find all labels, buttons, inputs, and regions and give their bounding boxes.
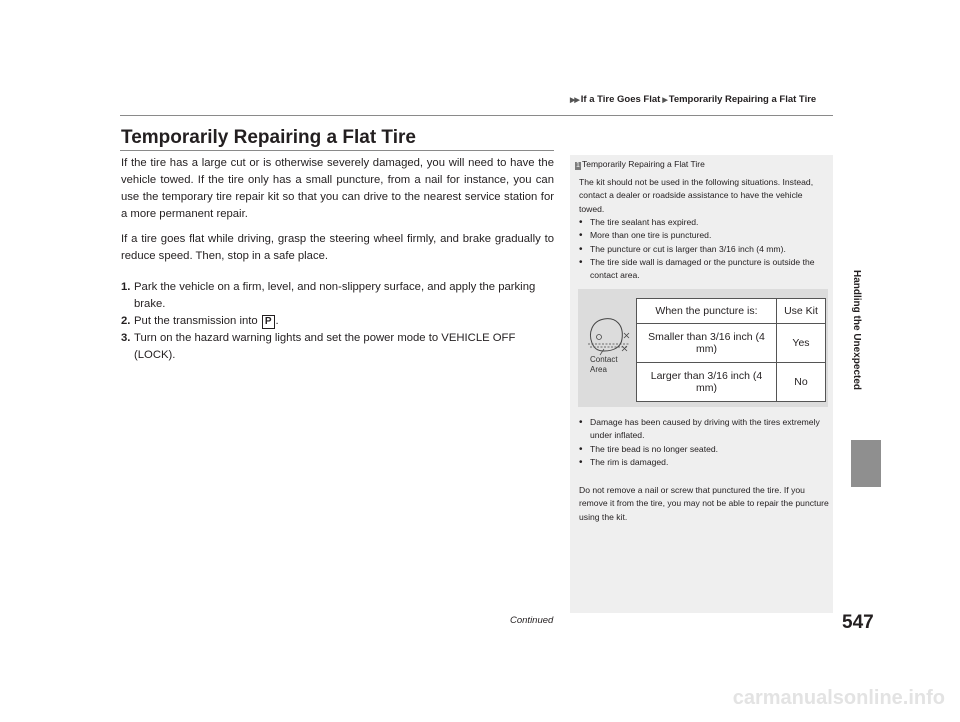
breadcrumb-arrow-icon: ▶▶ xyxy=(570,97,579,104)
table-header-cell: Use Kit xyxy=(777,299,826,324)
contact-area-label: Contact Area xyxy=(590,355,618,374)
step-text: Put the transmission into P . xyxy=(134,315,279,327)
header-divider xyxy=(120,115,833,116)
list-item: • The tire bead is no longer seated. xyxy=(579,443,829,456)
step-number: 2. xyxy=(121,315,131,327)
table-row xyxy=(637,324,826,363)
list-item: • The tire sealant has expired. xyxy=(579,216,829,229)
sidebar-bullets-bottom xyxy=(579,416,829,469)
table-cell: No xyxy=(777,363,826,402)
table-row xyxy=(637,363,826,402)
driving-paragraph: If a tire goes flat while driving, grasp the steering wheel firmly, and brake gradually to reduce speed. Then, stop in a safe place. xyxy=(121,233,554,262)
park-key-icon: P xyxy=(262,315,275,329)
section-tab-marker xyxy=(851,440,881,487)
list-item: • The rim is damaged. xyxy=(579,456,829,469)
page-number: 547 xyxy=(842,612,874,633)
list-item: • More than one tire is punctured. xyxy=(579,229,829,242)
list-item: • Damage has been caused by driving with the tires extremely under inflated. xyxy=(579,416,829,443)
sidebar-outro: Do not remove a nail or screw that punctured the tire. If you remove it from the tire, you may not be able to repair the puncture using the kit. xyxy=(579,485,829,522)
reference-mark-icon: 1 xyxy=(576,162,580,169)
step-text: Turn on the hazard warning lights and set the power mode to VEHICLE OFF (LOCK). xyxy=(134,332,516,361)
table-header-row xyxy=(637,299,826,324)
watermark: carmanualsonline.info xyxy=(732,687,945,709)
breadcrumb xyxy=(568,94,816,105)
list-item: • The tire side wall is damaged or the puncture is outside the contact area. xyxy=(579,256,829,283)
step-2 xyxy=(121,313,554,330)
table-header-cell: When the puncture is: xyxy=(637,299,777,324)
continued-label: Continued xyxy=(510,615,554,626)
step-number: 1. xyxy=(121,281,131,293)
sidebar-heading: 1 Temporarily Repairing a Flat Tire xyxy=(576,159,705,169)
step-3 xyxy=(121,330,554,361)
sidebar-intro: The kit should not be used in the following situations. Instead, contact a dealer or roadside assistance to have the vehicle towed. xyxy=(579,177,814,214)
step-1 xyxy=(121,279,554,310)
section-tab-label[interactable]: Handling the Unexpected xyxy=(851,270,862,391)
breadcrumb-arrow-icon: ▶ xyxy=(662,97,667,104)
breadcrumb-item-2[interactable]: Temporarily Repairing a Flat Tire xyxy=(668,94,817,105)
step-text: Park the vehicle on a firm, level, and non-slippery surface, and apply the parking brake. xyxy=(134,281,536,310)
step-number: 3. xyxy=(121,332,131,344)
table-cell: Larger than 3/16 inch (4 mm) xyxy=(637,363,777,402)
page-title: Temporarily Repairing a Flat Tire xyxy=(121,127,416,148)
table-cell: Smaller than 3/16 inch (4 mm) xyxy=(637,324,777,363)
title-divider xyxy=(120,150,554,151)
breadcrumb-item-1[interactable]: If a Tire Goes Flat xyxy=(580,94,661,105)
tire-contact-area-icon xyxy=(586,313,632,357)
table-cell: Yes xyxy=(777,324,826,363)
intro-paragraph: If the tire has a large cut or is otherwise severely damaged, you will need to have the vehicle towed. If the tire only has a small puncture, from a nail for instance, you can use the temporary tire repair kit so that you can drive to the nearest service station for a more permanent repair. xyxy=(121,157,554,220)
list-item: • The puncture or cut is larger than 3/16 inch (4 mm). xyxy=(579,243,829,256)
sidebar-bullets-top xyxy=(579,216,829,282)
puncture-table xyxy=(636,298,826,402)
